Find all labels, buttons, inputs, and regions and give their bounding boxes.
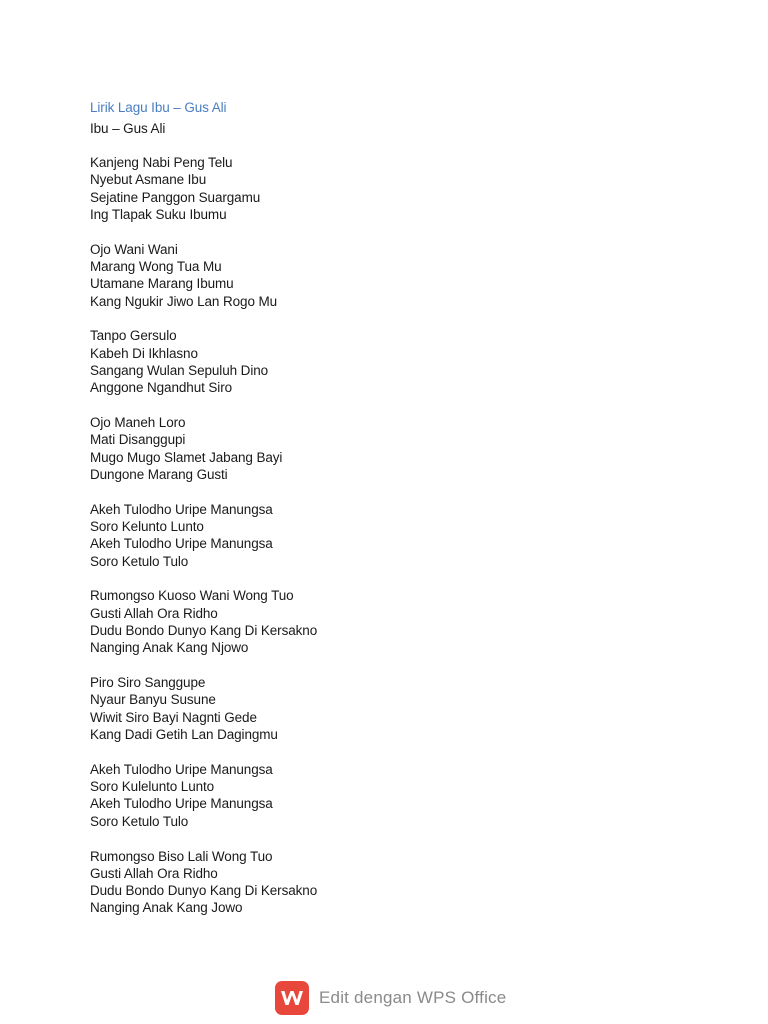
document-title: Lirik Lagu Ibu – Gus Ali: [90, 100, 227, 115]
lyric-line: Nyaur Banyu Susune: [90, 692, 216, 708]
lyric-line: Sejatine Panggon Suargamu: [90, 189, 261, 205]
lyric-line: Soro Kulelunto Lunto: [90, 779, 215, 795]
document-subtitle: Ibu – Gus Ali: [90, 121, 166, 136]
lyric-line: Gusti Allah Ora Ridho: [90, 865, 218, 881]
lyric-line: Anggone Ngandhut Siro: [90, 380, 233, 396]
lyric-stanza: [90, 327, 690, 396]
lyric-line: Kabeh Di Ikhlasno: [90, 345, 198, 361]
lyric-line: Kang Dadi Getih Lan Dagingmu: [90, 727, 278, 743]
lyric-line: Akeh Tulodho Uripe Manungsa: [90, 501, 273, 517]
lyric-line: Kang Ngukir Jiwo Lan Rogo Mu: [90, 293, 278, 309]
lyric-line: Sangang Wulan Sepuluh Dino: [90, 362, 269, 378]
lyric-line: Soro Kelunto Lunto: [90, 519, 204, 535]
lyric-line: Akeh Tulodho Uripe Manungsa: [90, 796, 273, 812]
lyric-line: Mugo Mugo Slamet Jabang Bayi: [90, 449, 283, 465]
lyric-line: Rumongso Kuoso Wani Wong Tuo: [90, 588, 294, 604]
lyric-line: Wiwit Siro Bayi Nagnti Gede: [90, 709, 257, 725]
lyric-line: Ojo Maneh Loro: [90, 415, 186, 431]
lyric-line: Akeh Tulodho Uripe Manungsa: [90, 536, 273, 552]
wps-edit-banner[interactable]: [275, 979, 506, 1017]
lyric-line: Soro Ketulo Tulo: [90, 813, 189, 829]
lyric-line: Utamane Marang Ibumu: [90, 276, 234, 292]
lyrics-body: [90, 154, 690, 917]
lyric-stanza: [90, 848, 690, 917]
lyric-stanza: [90, 414, 690, 483]
lyric-line: Dudu Bondo Dunyo Kang Di Kersakno: [90, 883, 318, 899]
lyric-stanza: [90, 154, 690, 223]
lyric-stanza: [90, 241, 690, 310]
document-page: [90, 99, 690, 934]
lyric-line: Ing Tlapak Suku Ibumu: [90, 206, 227, 222]
wps-office-logo-icon: [275, 981, 309, 1015]
lyric-line: Tanpo Gersulo: [90, 328, 177, 344]
lyric-line: Mati Disanggupi: [90, 432, 186, 448]
lyric-line: Nanging Anak Kang Jowo: [90, 900, 243, 916]
wps-edit-text: Edit dengan WPS Office: [319, 988, 507, 1007]
lyric-line: Piro Siro Sanggupe: [90, 675, 206, 691]
lyric-line: Kanjeng Nabi Peng Telu: [90, 155, 233, 170]
lyric-stanza: [90, 587, 690, 656]
lyric-line: Nanging Anak Kang Njowo: [90, 640, 249, 656]
lyric-line: Ojo Wani Wani: [90, 241, 178, 257]
lyric-line: Soro Ketulo Tulo: [90, 553, 189, 569]
lyric-line: Rumongso Biso Lali Wong Tuo: [90, 848, 273, 864]
lyric-line: Dudu Bondo Dunyo Kang Di Kersakno: [90, 623, 318, 639]
lyric-line: Nyebut Asmane Ibu: [90, 172, 207, 188]
lyric-stanza: [90, 761, 690, 830]
lyric-line: Gusti Allah Ora Ridho: [90, 605, 218, 621]
lyric-line: Akeh Tulodho Uripe Manungsa: [90, 761, 273, 777]
lyric-stanza: [90, 674, 690, 743]
lyric-line: Dungone Marang Gusti: [90, 466, 228, 482]
lyric-stanza: [90, 501, 690, 570]
lyric-line: Marang Wong Tua Mu: [90, 258, 222, 274]
